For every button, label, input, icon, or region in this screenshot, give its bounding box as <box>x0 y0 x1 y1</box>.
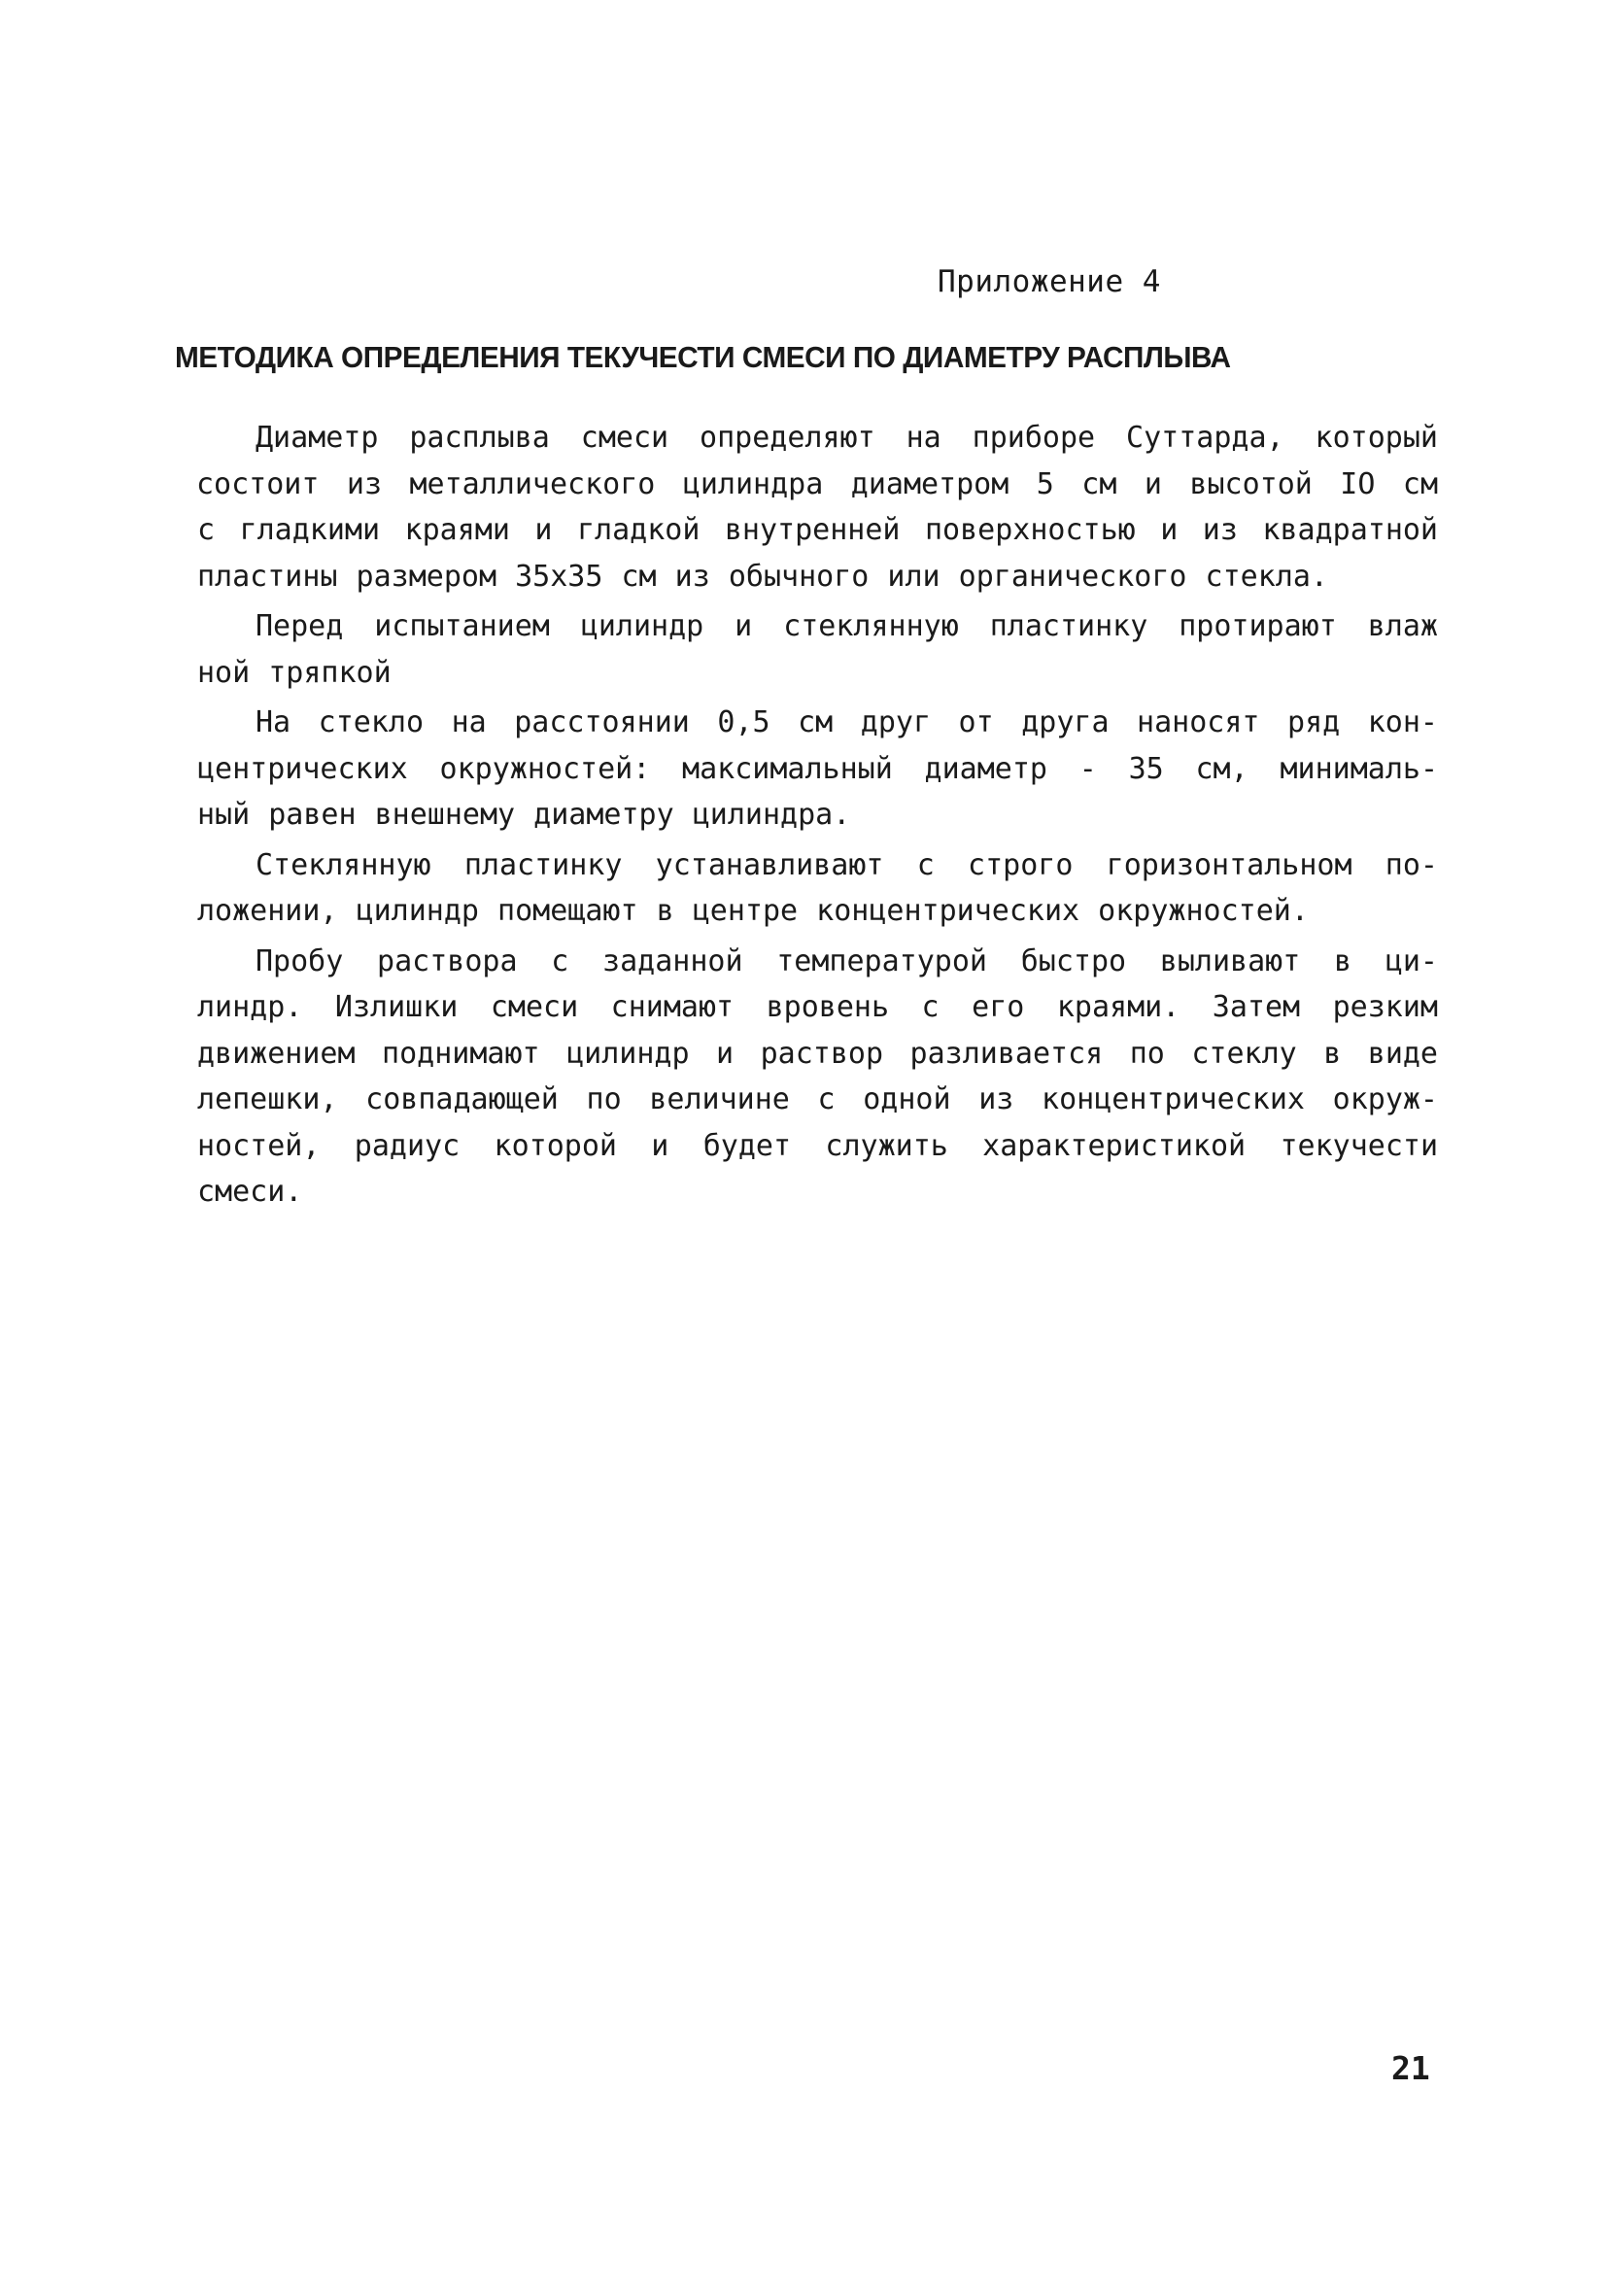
text-line: центрических окружностей: максимальный диаметр - 35 см, минималь- <box>197 751 1438 786</box>
paragraph <box>197 842 1438 935</box>
text-line: На стекло на расстоянии 0,5 см друг от друга наносят ряд кон- <box>256 705 1438 739</box>
text-line: Перед испытанием цилиндр и стеклянную пластинку протирают влаж <box>256 609 1438 643</box>
text-line: ной тряпкой <box>197 655 392 690</box>
text-line: ложении, цилиндр помещают в центре концентрических окружностей. <box>197 894 1309 928</box>
text-line: движением поднимают цилиндр и раствор разливается по стеклу в виде <box>197 1036 1438 1071</box>
paragraph <box>197 603 1438 696</box>
text-line: Диаметр расплыва смеси определяют на приборе Суттарда, который <box>256 421 1438 455</box>
text-line: Стеклянную пластинку устанавливают с строго горизонтальном по- <box>256 847 1438 882</box>
text-line: смеси. <box>197 1175 303 1209</box>
body-text <box>197 415 1438 1219</box>
text-line: Пробу раствора с заданной температурой быстро выливают в ци- <box>256 943 1438 978</box>
text-line: ностей, радиус которой и будет служить характеристикой текучести <box>197 1128 1438 1163</box>
paragraph <box>197 415 1438 600</box>
text-line: пластины размером 35х35 см из обычного или органического стекла. <box>197 559 1328 594</box>
appendix-label: Приложение 4 <box>938 264 1161 299</box>
document-title: МЕТОДИКА ОПРЕДЕЛЕНИЯ ТЕКУЧЕСТИ СМЕСИ ПО ДИАМЕТРУ РАСПЛЫВА <box>175 340 1231 374</box>
text-line: с гладкими краями и гладкой внутренней поверхностью и из квадратной <box>197 513 1438 547</box>
text-line: линдр. Излишки смеси снимают вровень с его краями. Затем резким <box>197 990 1438 1024</box>
paragraph <box>197 939 1438 1216</box>
text-line: состоит из металлического цилиндра диаметром 5 см и высотой IO см <box>196 466 1438 501</box>
paragraph <box>197 700 1438 839</box>
text-line: лепешки, совпадающей по величине с одной из концентрических окруж- <box>197 1082 1438 1116</box>
text-line: ный равен внешнему диаметру цилиндра. <box>197 798 851 832</box>
page-number: 21 <box>1391 2049 1430 2087</box>
